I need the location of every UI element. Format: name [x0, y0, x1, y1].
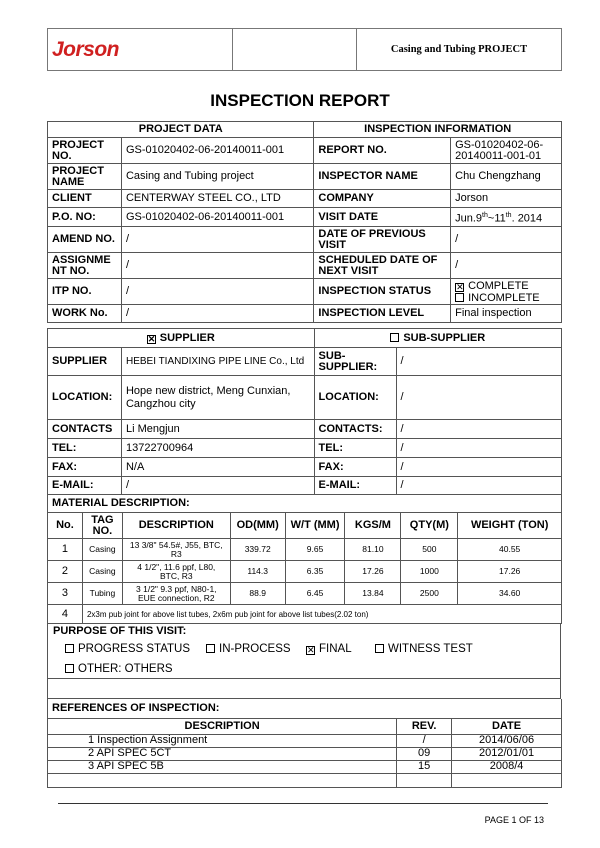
table-row	[48, 605, 562, 624]
material-heading: MATERIAL DESCRIPTION:	[48, 495, 562, 513]
references-table	[47, 699, 562, 788]
row-desc: 3 1/2" 9.3 ppf, N80-1, EUE connection, R2	[122, 583, 230, 605]
row-weight: 17.26	[458, 561, 562, 583]
supplier-email-value: /	[121, 477, 314, 495]
sub-location-label: LOCATION:	[314, 376, 396, 420]
material-col-desc: DESCRIPTION	[122, 513, 230, 539]
table-row	[48, 747, 562, 760]
row-od: 114.3	[230, 561, 285, 583]
sub-fax-value: /	[396, 458, 562, 477]
row-wt: 6.35	[285, 561, 345, 583]
header-project-title: Casing and Tubing PROJECT	[357, 29, 562, 71]
client-value: CENTERWAY STEEL CO., LTD	[121, 190, 313, 208]
row-weight: 34.60	[458, 583, 562, 605]
table-row	[48, 539, 562, 561]
footer-rule	[58, 803, 548, 804]
po-no-label: P.O. NO:	[48, 208, 122, 227]
itp-no-label: ITP NO.	[48, 279, 122, 305]
progress-status-checkbox[interactable]	[65, 644, 74, 653]
inspection-status-options	[451, 279, 562, 305]
supplier-fax-label: FAX:	[48, 458, 122, 477]
company-value: Jorson	[451, 190, 562, 208]
material-col-tag: TAG NO.	[82, 513, 122, 539]
jorson-logo: Jorson	[52, 38, 120, 61]
previous-visit-value: /	[451, 227, 562, 253]
amend-no-label: AMEND NO.	[48, 227, 122, 253]
row-desc: 4 1/2", 11.6 ppf, L80, BTC, R3	[122, 561, 230, 583]
incomplete-label: INCOMPLETE	[468, 291, 540, 304]
ref-desc: 2 API SPEC 5CT	[48, 747, 397, 760]
supplier-tel-value: 13722700964	[121, 439, 314, 458]
sub-tel-label: TEL:	[314, 439, 396, 458]
material-col-no: No.	[48, 513, 83, 539]
final-option[interactable]: ✕ FINAL	[307, 643, 352, 655]
inspection-status-label: INSPECTION STATUS	[314, 279, 451, 305]
sub-email-value: /	[396, 477, 562, 495]
supplier-tel-label: TEL:	[48, 439, 122, 458]
inspection-level-value: Final inspection	[451, 305, 562, 323]
supplier-location-value: Hope new district, Meng Cunxian, Cangzhou city	[121, 376, 314, 420]
sub-supplier-label: SUB-SUPPLIER:	[314, 348, 396, 376]
ref-col-date: DATE	[452, 718, 562, 734]
header-box	[47, 28, 562, 71]
final-checkbox[interactable]: ✕	[307, 645, 315, 655]
page-number: PAGE 1 OF 13	[484, 815, 544, 825]
ref-date: 2008/4	[452, 760, 562, 773]
sub-supplier-heading: SUB-SUPPLIER	[314, 329, 561, 348]
row-desc: 13 3/8" 54.5#, J55, BTC, R3	[122, 539, 230, 561]
ref-date: 2012/01/01	[452, 747, 562, 760]
sub-tel-value: /	[396, 439, 562, 458]
ref-empty	[48, 773, 397, 787]
supplier-fax-value: N/A	[121, 458, 314, 477]
visit-date-value: Jun.9th~11th. 2014	[451, 208, 562, 227]
supplier-contacts-value: Li Mengjun	[121, 420, 314, 439]
purpose-heading: PURPOSE OF THIS VISIT:	[53, 625, 187, 637]
next-visit-value: /	[451, 253, 562, 279]
progress-status-option[interactable]: PROGRESS STATUS	[65, 643, 190, 655]
project-name-value: Casing and Tubing project	[121, 164, 313, 190]
supplier-label: SUPPLIER	[48, 348, 122, 376]
material-col-weight: WEIGHT (TON)	[458, 513, 562, 539]
project-name-label: PROJECT NAME	[48, 164, 122, 190]
in-process-checkbox[interactable]	[206, 644, 215, 653]
client-label: CLIENT	[48, 190, 122, 208]
report-title: INSPECTION REPORT	[210, 91, 390, 110]
row-no: 3	[48, 583, 83, 605]
supplier-heading: ✕ SUPPLIER	[48, 329, 315, 348]
table-row	[48, 760, 562, 773]
assignment-no-label: ASSIGNMENT NO.	[48, 253, 122, 279]
purpose-blank-row	[47, 679, 561, 699]
itp-no-value: /	[121, 279, 313, 305]
references-heading: REFERENCES OF INSPECTION:	[48, 699, 562, 718]
supplier-location-label: LOCATION:	[48, 376, 122, 420]
row-qty: 1000	[401, 561, 458, 583]
supplier-checkbox[interactable]: ✕	[147, 333, 156, 344]
ref-desc: 3 API SPEC 5B	[48, 760, 397, 773]
ref-rev: /	[397, 734, 452, 747]
amend-no-value: /	[121, 227, 313, 253]
supplier-value: HEBEI TIANDIXING PIPE LINE Co., Ltd	[121, 348, 314, 376]
sub-fax-label: FAX:	[314, 458, 396, 477]
inspection-level-label: INSPECTION LEVEL	[314, 305, 451, 323]
complete-checkbox[interactable]: ✕	[456, 281, 464, 292]
row-wt: 6.45	[285, 583, 345, 605]
material-header-row	[48, 513, 562, 539]
work-no-value: /	[121, 305, 313, 323]
row-qty: 2500	[401, 583, 458, 605]
ref-col-rev: REV.	[397, 718, 452, 734]
project-no-value: GS-01020402-06-20140011-001	[121, 138, 313, 164]
row-note: 2x3m pub joint for above list tubes, 2x6m pub joint for above list tubes(2.02 ton)	[82, 605, 561, 624]
supplier-contacts-label: CONTACTS	[48, 420, 122, 439]
row-no: 4	[48, 605, 83, 624]
inspection-info-heading: INSPECTION INFORMATION	[314, 122, 562, 138]
visit-date-label: VISIT DATE	[314, 208, 451, 227]
sub-contacts-label: CONTACTS:	[314, 420, 396, 439]
row-od: 88.9	[230, 583, 285, 605]
row-kgs: 17.26	[345, 561, 401, 583]
witness-test-option[interactable]: WITNESS TEST	[375, 643, 473, 655]
ref-date: 2014/06/06	[452, 734, 562, 747]
other-checkbox[interactable]	[65, 664, 74, 673]
material-col-kgs: KGS/M	[345, 513, 401, 539]
assignment-no-value: /	[121, 253, 313, 279]
in-process-option[interactable]: IN-PROCESS	[206, 643, 291, 655]
material-table	[47, 494, 562, 624]
header-empty-cell	[233, 29, 357, 71]
sub-supplier-value: /	[396, 348, 562, 376]
row-kgs: 81.10	[345, 539, 401, 561]
row-wt: 9.65	[285, 539, 345, 561]
table-row	[48, 773, 562, 787]
ref-empty	[452, 773, 562, 787]
complete-label: COMPLETE	[468, 279, 529, 292]
next-visit-label: SCHEDULED DATE OF NEXT VISIT	[314, 253, 451, 279]
sub-supplier-checkbox[interactable]	[390, 333, 399, 342]
inspector-name-label: INSPECTOR NAME	[314, 164, 451, 190]
material-col-od: OD(MM)	[230, 513, 285, 539]
inspector-name-value: Chu Chengzhang	[451, 164, 562, 190]
sub-contacts-value: /	[396, 420, 562, 439]
sub-email-label: E-MAIL:	[314, 477, 396, 495]
report-no-label: REPORT NO.	[314, 138, 451, 164]
previous-visit-label: DATE OF PREVIOUS VISIT	[314, 227, 451, 253]
material-col-qty: QTY(M)	[401, 513, 458, 539]
sub-location-value: /	[396, 376, 562, 420]
table-row	[48, 583, 562, 605]
report-no-value: GS-01020402-06-20140011-001-01	[451, 138, 562, 164]
table-row	[48, 561, 562, 583]
work-no-label: WORK No.	[48, 305, 122, 323]
row-no: 1	[48, 539, 83, 561]
ref-rev: 15	[397, 760, 452, 773]
company-label: COMPANY	[314, 190, 451, 208]
other-option[interactable]: OTHER: OTHERS	[65, 663, 173, 675]
supplier-table	[47, 328, 562, 495]
project-inspection-table	[47, 121, 562, 323]
logo-cell	[48, 29, 233, 71]
row-kgs: 13.84	[345, 583, 401, 605]
purpose-box	[47, 623, 561, 679]
ref-rev: 09	[397, 747, 452, 760]
ref-col-desc: DESCRIPTION	[48, 718, 397, 734]
row-qty: 500	[401, 539, 458, 561]
row-tag: Casing	[82, 561, 122, 583]
witness-test-checkbox[interactable]	[375, 644, 384, 653]
project-no-label: PROJECT NO.	[48, 138, 122, 164]
row-tag: Casing	[82, 539, 122, 561]
project-data-heading: PROJECT DATA	[48, 122, 314, 138]
ref-empty	[397, 773, 452, 787]
po-no-value: GS-01020402-06-20140011-001	[121, 208, 313, 227]
table-row	[48, 734, 562, 747]
material-col-wt: W/T (MM)	[285, 513, 345, 539]
row-no: 2	[48, 561, 83, 583]
row-weight: 40.55	[458, 539, 562, 561]
ref-desc: 1 Inspection Assignment	[48, 734, 397, 747]
row-od: 339.72	[230, 539, 285, 561]
incomplete-checkbox[interactable]	[455, 293, 464, 302]
supplier-email-label: E-MAIL:	[48, 477, 122, 495]
row-tag: Tubing	[82, 583, 122, 605]
